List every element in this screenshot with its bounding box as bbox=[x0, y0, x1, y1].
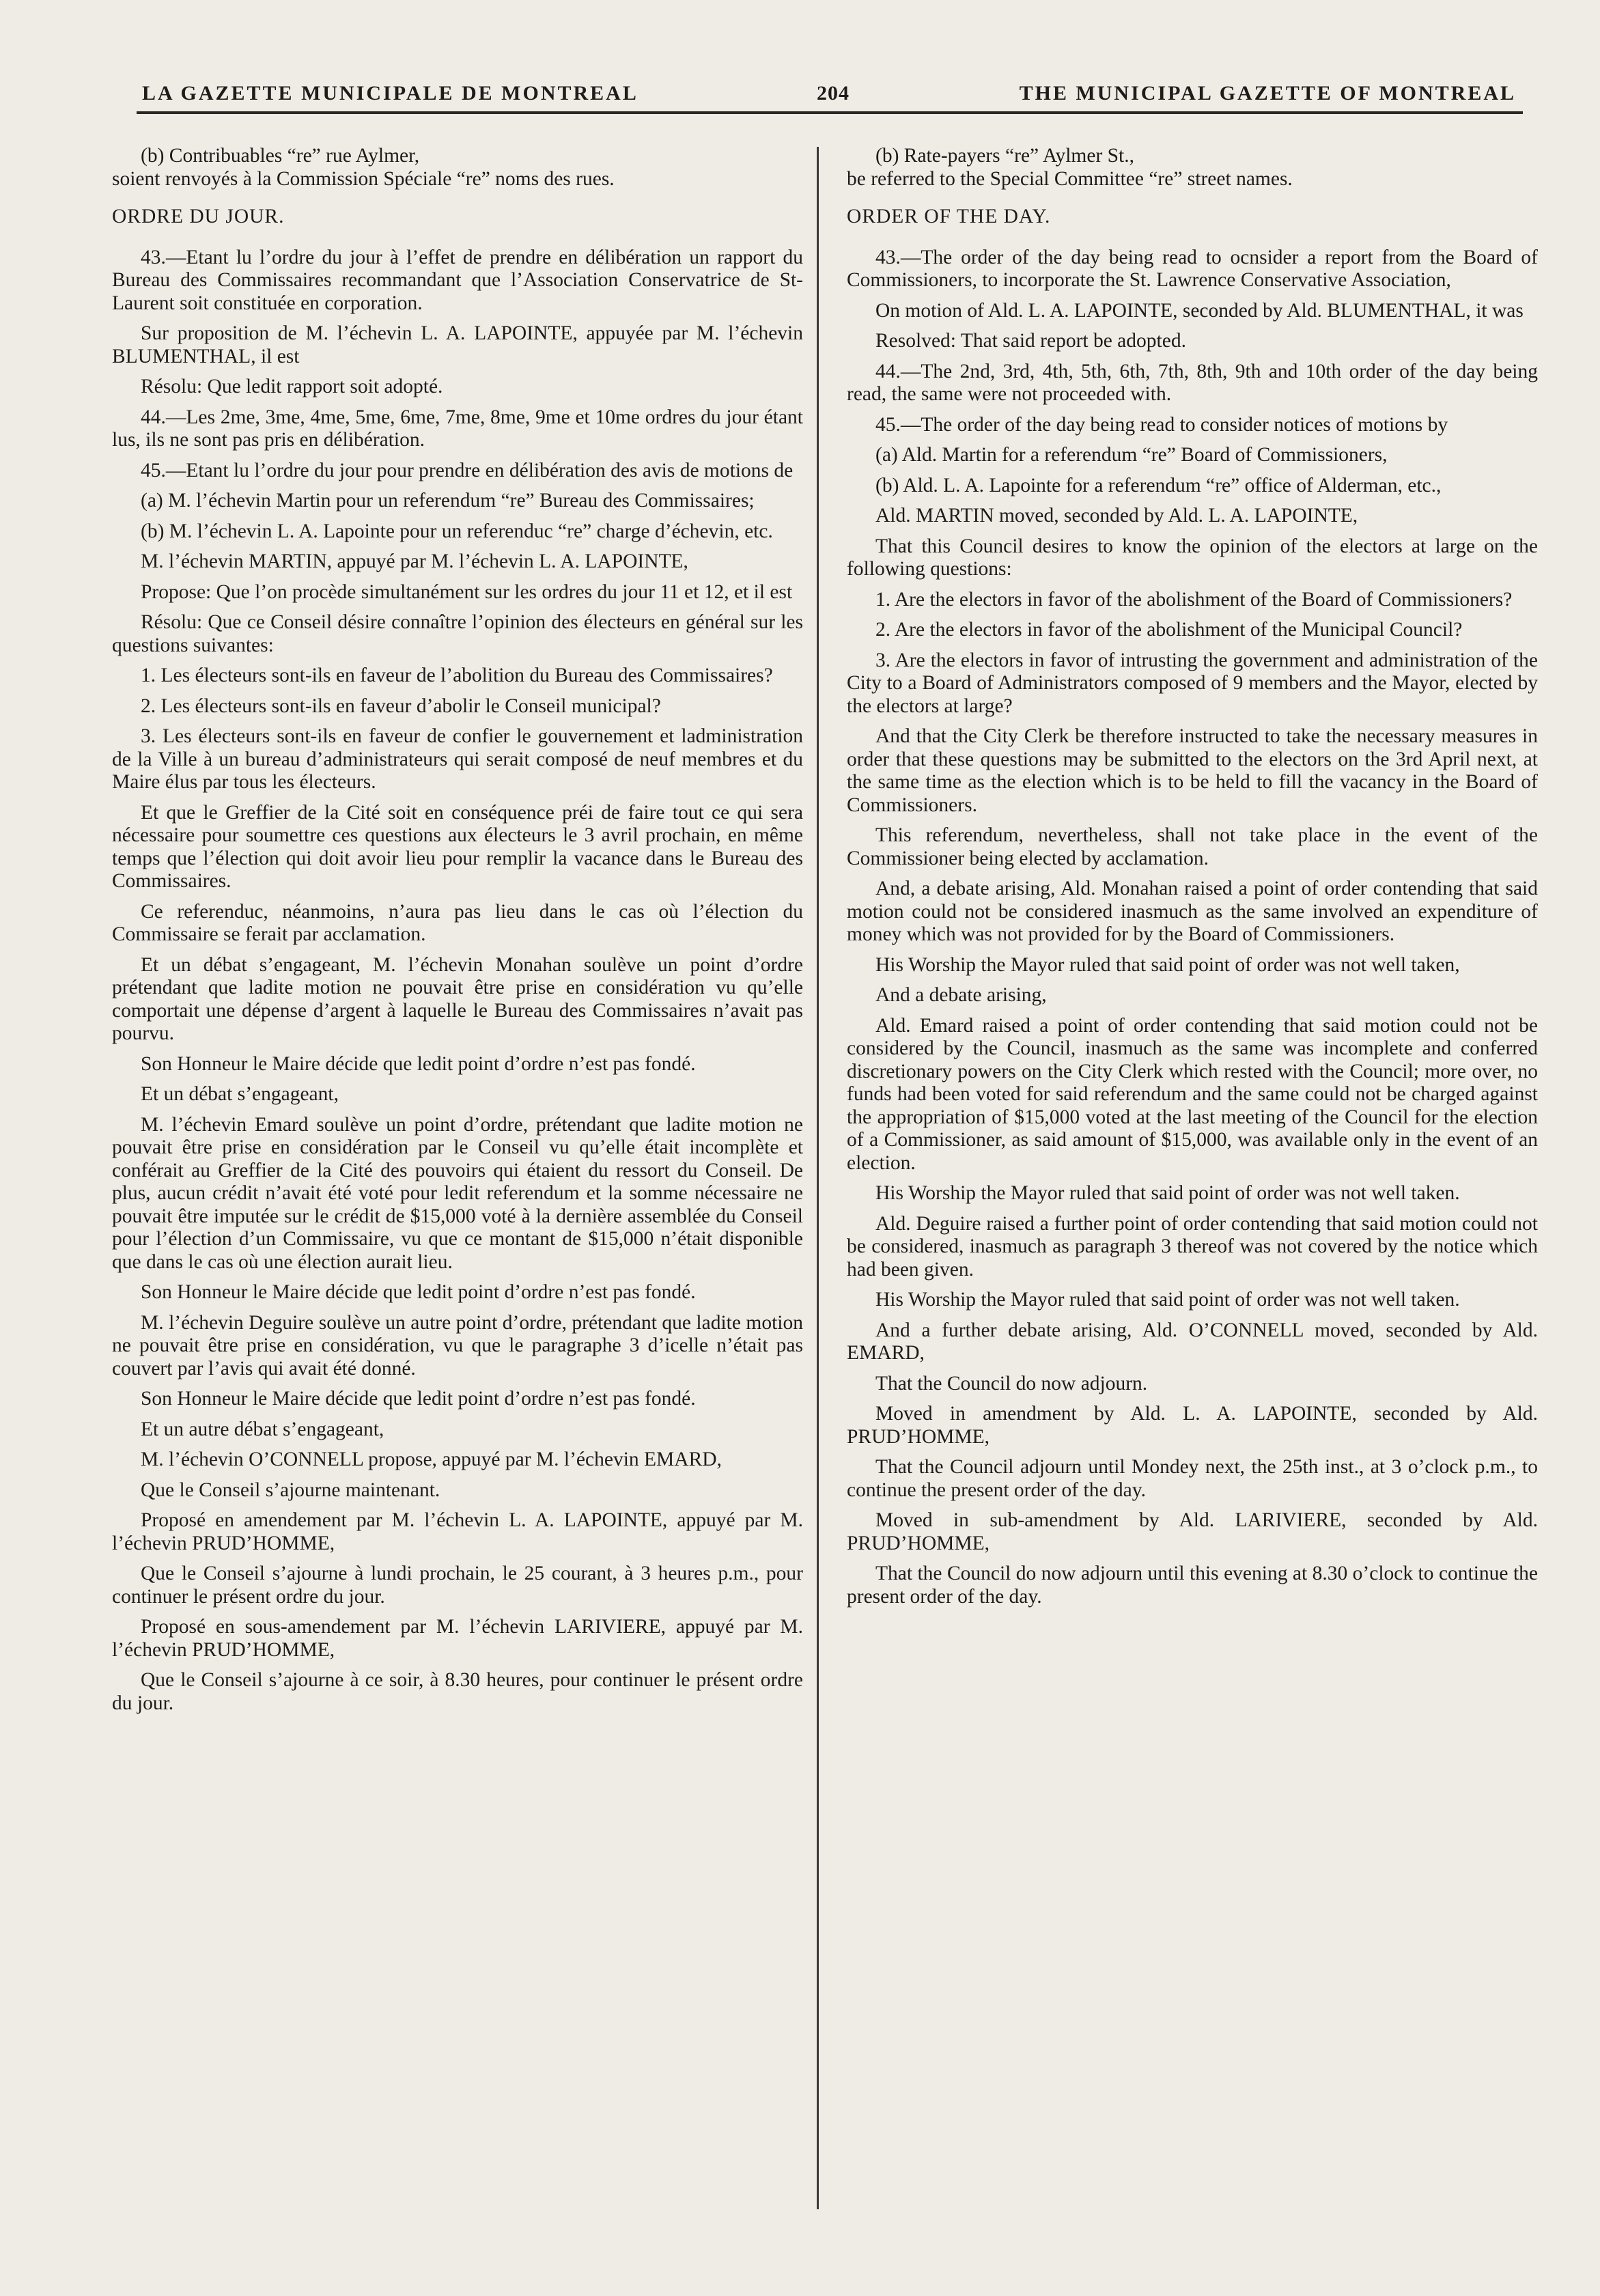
paragraph: 2. Are the electors in favor of the abolishment of the Municipal Council? bbox=[875, 619, 1463, 641]
paragraph: His Worship the Mayor ruled that said point of order was not well taken. bbox=[875, 1182, 1460, 1204]
paragraph: Et un débat s’engageant, M. l’échevin Monahan soulève un point d’ordre prétendant que ladite motion ne pouvait être prise en considération vu qu’elle comportait une dépense d’argent à laquelle le Bureau des Commissaires n’avait pas pourvu. bbox=[112, 953, 803, 1044]
paragraph: Et un débat s’engageant, bbox=[141, 1083, 339, 1105]
paragraph: Moved in sub-amendment by Ald. LARIVIERE, seconded by Ald. PRUD’HOMME, bbox=[847, 1509, 1538, 1554]
paragraph: 45.—Etant lu l’ordre du jour pour prendre en délibération des avis de motions de bbox=[141, 459, 794, 481]
paragraph: M. l’échevin Emard soulève un point d’ordre, prétendant que ladite motion ne pouvait être prise en considération par le Conseil vu qu’elle était incomplète et conférait au Greffier de la Cité des pouvoirs qui étaient du ressort du Conseil. De plus, aucun crédit n’avait été voté pour ledit referendum et la somme nécessaire ne pouvait être imputée sur le crédit de $15,000 voté à la dernière assemblée du Conseil pour l’élection d’un Commissaire, vu que ce montant de $15,000 n’était disponible que dans le cas où une élection aurait lieu. bbox=[112, 1113, 803, 1273]
paragraph: (a) Ald. Martin for a referendum “re” Board of Commissioners, bbox=[875, 444, 1388, 466]
paragraph: 2. Les électeurs sont-ils en faveur d’abolir le Conseil municipal? bbox=[141, 695, 661, 717]
section-heading: ORDER OF THE DAY. bbox=[847, 206, 1051, 227]
paragraph: And a further debate arising, Ald. O’CONNELL moved, seconded by Ald. EMARD, bbox=[847, 1319, 1538, 1364]
paragraph: Ald. MARTIN moved, seconded by Ald. L. A. LAPOINTE, bbox=[875, 505, 1358, 527]
paragraph: 44.—Les 2me, 3me, 4me, 5me, 6me, 7me, 8me, 9me et 10me ordres du jour étant lus, ils ne sont pas pris en délibération. bbox=[112, 406, 803, 451]
paragraph: (b) Contribuables “re” rue Aylmer, bbox=[141, 145, 420, 167]
paragraph: Moved in amendment by Ald. L. A. LAPOINTE, seconded by Ald. PRUD’HOMME, bbox=[847, 1403, 1538, 1448]
page-number: 204 bbox=[817, 82, 850, 104]
paragraph: 1. Are the electors in favor of the abolishment of the Board of Commissioners? bbox=[875, 588, 1513, 611]
paragraph: Et que le Greffier de la Cité soit en conséquence préi de faire tout ce qui sera nécessaire pour soumettre ces questions aux électeurs le 3 avril prochain, en même temps que l’élection qui doit avoir lieu pour remplir la vacance dans le Bureau des Commissaires. bbox=[112, 801, 803, 892]
paragraph: 3. Les électeurs sont-ils en faveur de confier le gouvernement et ladministration de la Ville à un bureau d’administrateurs qui serait composé de neuf membres et du Maire élus par tous les électeurs. bbox=[112, 725, 803, 793]
paragraph: This referendum, nevertheless, shall not take place in the event of the Commissioner being elected by acclamation. bbox=[847, 824, 1538, 869]
paragraph: Résolu: Que ce Conseil désire connaître l’opinion des électeurs en général sur les questions suivantes: bbox=[112, 611, 803, 656]
paragraph: 3. Are the electors in favor of intrusting the government and administration of the City to a Board of Administrators composed of 9 members and the Mayor, elected by the electors at large? bbox=[847, 649, 1538, 717]
paragraph: And that the City Clerk be therefore instructed to take the necessary measures in order that these questions may be submitted to the electors on the 3rd April next, at the same time as the election which is to be held to fill the vacancy in the Board of Commissioners. bbox=[847, 725, 1538, 816]
paragraph: Ald. Emard raised a point of order contending that said motion could not be considered by the Council, inasmuch as the same was incomplete and conferred discretionary powers on the City Clerk which rested with the Council; more over, no funds had been voted for said referendum and the same could not be charged against the appropriation of $15,000 voted at the last meeting of the Council for the election of a Commissioner, as said amount of $15,000, was available only in the event of an election. bbox=[847, 1014, 1538, 1174]
paragraph: That the Council adjourn until Mondey next, the 25th inst., at 3 o’clock p.m., to continue the present order of the day. bbox=[847, 1456, 1538, 1501]
paragraph: (a) M. l’échevin Martin pour un referendum “re” Bureau des Commissaires; bbox=[141, 490, 755, 512]
paragraph: Et un autre débat s’engageant, bbox=[141, 1418, 384, 1440]
paragraph: On motion of Ald. L. A. LAPOINTE, seconded by Ald. BLUMENTHAL, it was bbox=[875, 299, 1524, 322]
paragraph: M. l’échevin MARTIN, appuyé par M. l’échevin L. A. LAPOINTE, bbox=[141, 550, 688, 572]
paragraph: Que le Conseil s’ajourne à ce soir, à 8.30 heures, pour continuer le présent ordre du jour. bbox=[112, 1669, 803, 1714]
header-title-french: LA GAZETTE MUNICIPALE DE MONTREAL bbox=[142, 82, 638, 104]
paragraph: Sur proposition de M. l’échevin L. A. LAPOINTE, appuyée par M. l’échevin BLUMENTHAL, il est bbox=[112, 322, 803, 367]
header-rule bbox=[137, 111, 1523, 114]
paragraph: Son Honneur le Maire décide que ledit point d’ordre n’est pas fondé. bbox=[141, 1052, 696, 1075]
paragraph: 1. Les électeurs sont-ils en faveur de l’abolition du Bureau des Commissaires? bbox=[141, 664, 773, 686]
paragraph: Que le Conseil s’ajourne à lundi prochain, le 25 courant, à 3 heures p.m., pour continuer le présent ordre du jour. bbox=[112, 1563, 803, 1608]
french-column bbox=[112, 145, 803, 1722]
paragraph: M. l’échevin Deguire soulève un autre point d’ordre, prétendant que ladite motion ne pouvait être prise en considération, vu que le paragraphe 3 d’icelle n’était pas couvert par l’avis qui avait été donné. bbox=[112, 1311, 803, 1380]
paragraph: Proposé en sous-amendement par M. l’échevin LARIVIERE, appuyé par M. l’échevin PRUD’HOMME, bbox=[112, 1616, 803, 1661]
paragraph: 43.—Etant lu l’ordre du jour à l’effet de prendre en délibération un rapport du Bureau des Commissaires recommandant que l’Association Conservatrice de St-Laurent soit constituée en corporation. bbox=[112, 246, 803, 314]
paragraph: That this Council desires to know the opinion of the electors at large on the following questions: bbox=[847, 535, 1538, 580]
paragraph: 44.—The 2nd, 3rd, 4th, 5th, 6th, 7th, 8th, 9th and 10th order of the day being read, the same were not proceeded with. bbox=[847, 360, 1538, 405]
paragraph: M. l’échevin O’CONNELL propose, appuyé par M. l’échevin EMARD, bbox=[141, 1448, 722, 1470]
paragraph: soient renvoyés à la Commission Spéciale “re” noms des rues. bbox=[112, 167, 615, 190]
paragraph: Résolu: Que ledit rapport soit adopté. bbox=[141, 376, 443, 397]
paragraph: Ce referenduc, néanmoins, n’aura pas lieu dans le cas où l’élection du Commissaire se ferait par acclamation. bbox=[112, 900, 803, 945]
paragraph: Ald. Deguire raised a further point of order contending that said motion could not be considered, inasmuch as paragraph 3 thereof was not covered by the notice which had been given. bbox=[847, 1212, 1538, 1280]
paragraph: Que le Conseil s’ajourne maintenant. bbox=[141, 1479, 440, 1501]
page-header bbox=[142, 76, 1516, 111]
paragraph: Son Honneur le Maire décide que ledit point d’ordre n’est pas fondé. bbox=[141, 1281, 696, 1303]
section-heading: ORDRE DU JOUR. bbox=[112, 206, 285, 227]
header-title-english: THE MUNICIPAL GAZETTE OF MONTREAL bbox=[1019, 82, 1516, 104]
paragraph: 45.—The order of the day being read to consider notices of motions by bbox=[875, 413, 1448, 436]
paragraph: His Worship the Mayor ruled that said point of order was not well taken, bbox=[875, 953, 1460, 976]
paragraph: (b) M. l’échevin L. A. Lapointe pour un referenduc “re” charge d’échevin, etc. bbox=[141, 520, 773, 542]
paragraph: Son Honneur le Maire décide que ledit point d’ordre n’est pas fondé. bbox=[141, 1388, 696, 1410]
paragraph: And a debate arising, bbox=[875, 984, 1047, 1006]
paragraph: Propose: Que l’on procède simultanément sur les ordres du jour 11 et 12, et il est bbox=[141, 580, 793, 603]
column-divider bbox=[817, 147, 819, 2209]
paragraph: His Worship the Mayor ruled that said point of order was not well taken. bbox=[875, 1289, 1460, 1311]
paragraph: Proposé en amendement par M. l’échevin L. A. LAPOINTE, appuyé par M. l’échevin PRUD’HOMME, bbox=[112, 1509, 803, 1554]
paragraph: 43.—The order of the day being read to ocnsider a report from the Board of Commissioners, to incorporate the St. Lawrence Conservative Association, bbox=[847, 246, 1538, 291]
paragraph: That the Council do now adjourn. bbox=[875, 1372, 1148, 1395]
paragraph: (b) Ald. L. A. Lapointe for a referendum “re” office of Alderman, etc., bbox=[875, 474, 1442, 496]
paragraph: That the Council do now adjourn until this evening at 8.30 o’clock to continue the present order of the day. bbox=[847, 1563, 1538, 1608]
english-column bbox=[847, 145, 1538, 1616]
paragraph: (b) Rate-payers “re” Aylmer St., bbox=[875, 145, 1135, 167]
paragraph: Resolved: That said report be adopted. bbox=[875, 330, 1186, 352]
paragraph: be referred to the Special Committee “re” street names. bbox=[847, 167, 1293, 190]
paragraph: And, a debate arising, Ald. Monahan raised a point of order contending that said motion could not be considered inasmuch as the same involved an expenditure of money which was not provided for by the Board of Commissioners. bbox=[847, 878, 1538, 945]
